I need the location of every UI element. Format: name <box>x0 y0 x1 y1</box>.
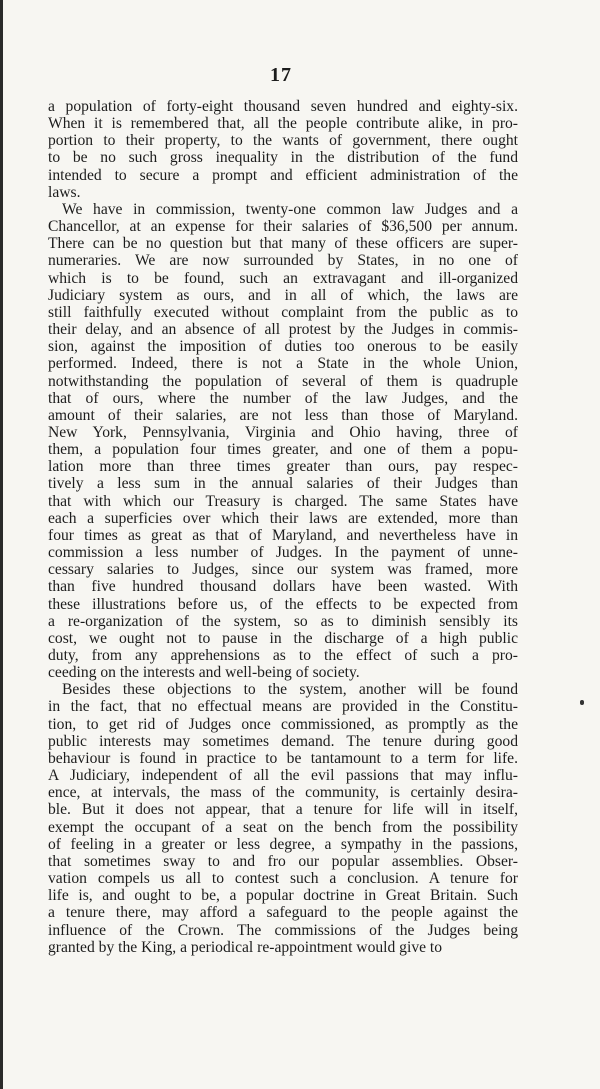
text-line: still faithfully executed without complaint from the public as to <box>48 303 518 321</box>
text-line: of feeling in a greater or less degree, a sympathy in the passions, <box>48 835 518 853</box>
text-line: We have in commission, twenty-one common law Judges and a <box>62 200 518 218</box>
text-line: exempt the occupant of a seat on the bench from the possibility <box>48 818 518 836</box>
text-line: A Judiciary, independent of all the evil passions that may influ- <box>48 767 518 785</box>
text-line: Besides these objections to the system, another will be found <box>62 681 518 699</box>
text-line: tion, to get rid of Judges once commissioned, as promptly as the <box>48 715 518 733</box>
text-line: performed. Indeed, there is not a State in the whole Union, <box>48 355 518 373</box>
text-line: a population of forty-eight thousand seven hundred and eighty-six. <box>48 98 518 115</box>
text-line: a tenure there, may afford a safeguard to the people against the <box>48 904 518 922</box>
text-line: behaviour is found in practice to be tantamount to a term for life. <box>48 749 518 767</box>
text-line: New York, Pennsylvania, Virginia and Ohio having, three of <box>48 423 518 441</box>
text-line: each a superficies over which their laws are extended, more than <box>48 509 518 527</box>
text-line: duty, from any apprehensions as to the effect of such a pro- <box>48 647 518 664</box>
page-left-edge <box>0 0 3 1089</box>
paragraph <box>48 201 518 681</box>
text-line: ceeding on the interests and well-being of society. <box>48 664 360 682</box>
text-line: When it is remembered that, all the people contribute alike, in pro- <box>48 115 518 133</box>
text-line: in the fact, that no effectual means are provided in the Constitu- <box>48 698 518 716</box>
text-line: a re-organization of the system, so as to diminish sensibly its <box>48 612 518 630</box>
text-line: these illustrations before us, of the effects to be expected from <box>48 595 518 613</box>
text-line: tively a less sum in the annual salaries of their Judges than <box>48 475 518 493</box>
text-line: laws. <box>48 183 81 201</box>
text-line: Chancellor, at an expense for their salaries of $36,500 per annum. <box>48 218 518 236</box>
text-line: lation more than three times greater than ours, pay respec- <box>48 458 518 476</box>
text-line: that with which our Treasury is charged. The same States have <box>48 492 518 510</box>
text-line: influence of the Crown. The commissions of the Judges being <box>48 921 518 939</box>
body-text <box>48 98 518 956</box>
text-line: sion, against the imposition of duties too onerous to be easily <box>48 338 518 356</box>
text-line: public interests may sometimes demand. The tenure during good <box>48 732 518 750</box>
text-line: four times as great as that of Maryland, and nevertheless have in <box>48 526 518 544</box>
text-line: them, a population four times greater, and one of them a popu- <box>48 441 518 459</box>
text-line: intended to secure a prompt and efficient administration of the <box>48 166 518 184</box>
text-line: that of ours, where the number of the law Judges, and the <box>48 389 518 407</box>
text-line: life is, and ought to be, a popular doctrine in Great Britain. Such <box>48 887 518 905</box>
text-line: cessary salaries to Judges, since our system was framed, more <box>48 561 518 579</box>
margin-ink-mark <box>580 700 584 705</box>
text-line: cost, we ought not to pause in the discharge of a high public <box>48 629 518 647</box>
text-line: Judiciary system as ours, and in all of which, the laws are <box>48 286 518 304</box>
paragraph <box>48 681 518 956</box>
text-line: which is to be found, such an extravagant and ill-organized <box>48 269 518 287</box>
text-line: that sometimes sway to and fro our popular assemblies. Obser- <box>48 852 518 870</box>
text-line: granted by the King, a periodical re-appointment would give to <box>48 938 443 956</box>
page-number: 17 <box>270 64 292 86</box>
text-line: than five hundred thousand dollars have been wasted. With <box>48 578 518 596</box>
text-line: portion to their property, to the wants of government, there ought <box>48 132 518 150</box>
text-line: commission a less number of Judges. In the payment of unne- <box>48 544 518 562</box>
paragraph <box>48 98 518 201</box>
text-line: There can be no question but that many of these officers are super- <box>48 235 518 253</box>
text-line: ble. But it does not appear, that a tenure for life will in itself, <box>48 801 518 819</box>
text-line: numeraries. We are now surrounded by States, in no one of <box>48 252 518 270</box>
text-line: amount of their salaries, are not less than those of Maryland. <box>48 406 518 424</box>
text-line: notwithstanding the population of several of them is quadruple <box>48 372 518 390</box>
text-line: to be no such gross inequality in the distribution of the fund <box>48 149 518 167</box>
text-line: vation compels us all to contest such a conclusion. A tenure for <box>48 870 518 888</box>
text-line: ence, at intervals, the mass of the community, is certainly desira- <box>48 784 518 802</box>
text-line: their delay, and an absence of all protest by the Judges in commis- <box>48 321 518 339</box>
